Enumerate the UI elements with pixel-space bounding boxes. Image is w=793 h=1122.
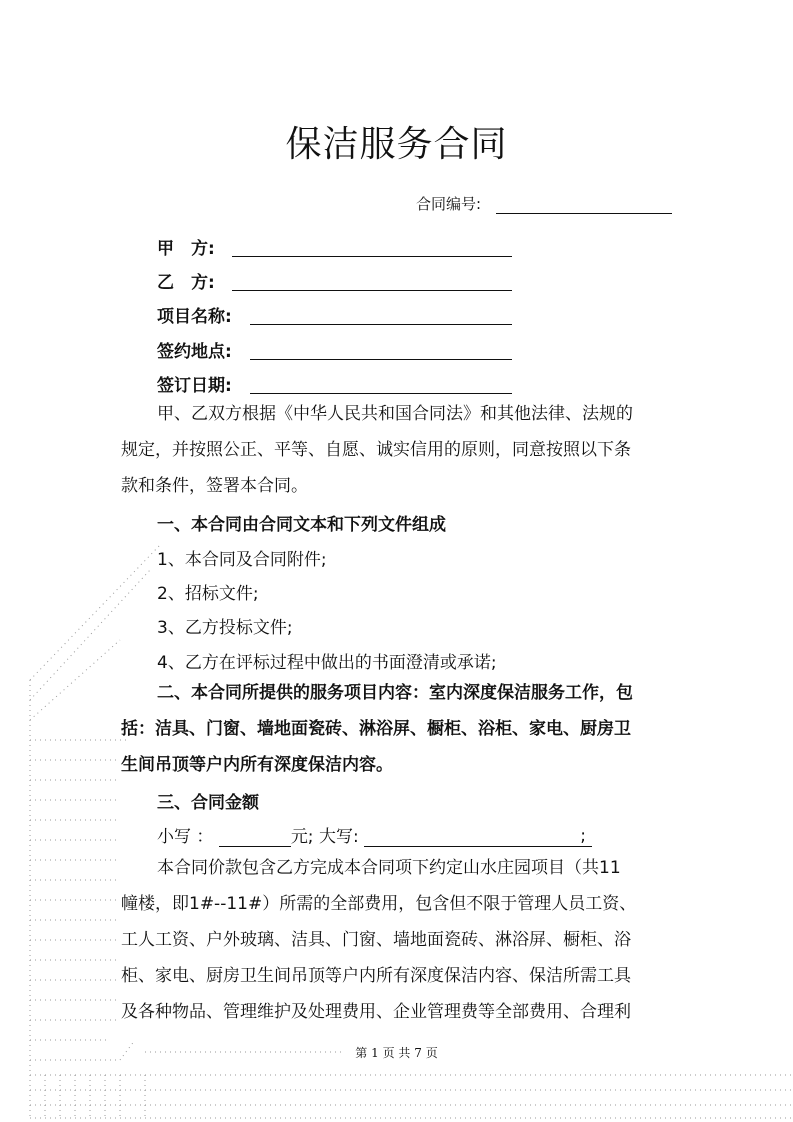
contract-number-label: 合同编号: bbox=[416, 195, 482, 213]
field-signing-place bbox=[157, 337, 232, 362]
section1-item: 4、乙方在评标过程中做出的书面澄清或承诺; bbox=[157, 653, 497, 673]
footer-total-pages: 7 bbox=[414, 1046, 422, 1060]
field-party-a bbox=[157, 234, 215, 259]
section1-item: 3、乙方投标文件; bbox=[157, 618, 293, 638]
field-project-name bbox=[157, 302, 232, 327]
footer-page-number: 1 bbox=[371, 1046, 379, 1060]
field-signing-date bbox=[157, 371, 232, 396]
field-line bbox=[250, 324, 512, 325]
section2-line: 二、本合同所提供的服务项目内容：室内深度保洁服务工作，包 bbox=[157, 683, 633, 703]
section3-line: 工人工资、户外玻璃、洁具、门窗、墙地面瓷砖、淋浴屏、橱柜、浴 bbox=[121, 930, 631, 950]
footer-prefix: 第 bbox=[355, 1046, 368, 1060]
contract-number bbox=[416, 193, 481, 214]
field-line bbox=[232, 290, 512, 291]
field-line bbox=[232, 256, 512, 257]
section1-item: 1、本合同及合同附件; bbox=[157, 550, 327, 570]
amount-small-label: 小写 ： bbox=[157, 827, 214, 847]
section3-heading: 三、合同金额 bbox=[157, 793, 259, 813]
amount-small-blank bbox=[219, 826, 291, 847]
amount-semicolon: ; bbox=[574, 826, 592, 847]
section2-paragraph bbox=[121, 675, 677, 783]
section3-line: 及各种物品、管理维护及处理费用、企业管理费等全部费用、合理利 bbox=[121, 1002, 631, 1022]
field-label: 项目名称: bbox=[157, 307, 232, 327]
footer-middle: 页 共 bbox=[382, 1046, 411, 1060]
amount-line bbox=[157, 822, 592, 847]
page-title: 保洁服务合同 bbox=[285, 124, 508, 165]
section3-line: 柜、家电、厨房卫生间吊顶等户内所有深度保洁内容、保洁所需工具 bbox=[121, 966, 631, 986]
intro-paragraph bbox=[121, 396, 677, 504]
section3-line: 幢楼，即1#--11#）所需的全部费用，包含但不限于管理人员工资、 bbox=[121, 894, 637, 914]
section3-paragraph bbox=[121, 850, 677, 1030]
footer-suffix: 页 bbox=[425, 1046, 438, 1060]
amount-big-label: 大写: bbox=[318, 827, 359, 847]
field-label: 签订日期: bbox=[157, 376, 232, 396]
amount-big-blank bbox=[364, 826, 574, 847]
field-label: 签约地点: bbox=[157, 342, 232, 362]
field-party-b bbox=[157, 268, 215, 293]
field-label: 乙 方: bbox=[157, 273, 215, 293]
field-line bbox=[250, 393, 512, 394]
intro-line: 甲、乙双方根据《中华人民共和国合同法》和其他法律、法规的 bbox=[157, 404, 633, 424]
amount-yuan: 元; bbox=[290, 827, 314, 847]
contract-number-line bbox=[496, 213, 672, 214]
section1-item: 2、招标文件; bbox=[157, 584, 259, 604]
field-label: 甲 方: bbox=[157, 239, 215, 259]
intro-line: 规定，并按照公正、平等、自愿、诚实信用的原则，同意按照以下条 bbox=[121, 440, 631, 460]
intro-line: 款和条件，签署本合同。 bbox=[121, 476, 308, 496]
field-line bbox=[250, 359, 512, 360]
page-footer bbox=[0, 1044, 793, 1061]
section1-heading: 一、本合同由合同文本和下列文件组成 bbox=[157, 515, 446, 535]
section3-line: 本合同价款包含乙方完成本合同项下约定山水庄园项目（共11 bbox=[157, 858, 621, 878]
section2-line: 括：洁具、门窗、墙地面瓷砖、淋浴屏、橱柜、浴柜、家电、厨房卫 bbox=[121, 719, 631, 739]
section2-line: 生间吊顶等户内所有深度保洁内容。 bbox=[121, 755, 393, 775]
